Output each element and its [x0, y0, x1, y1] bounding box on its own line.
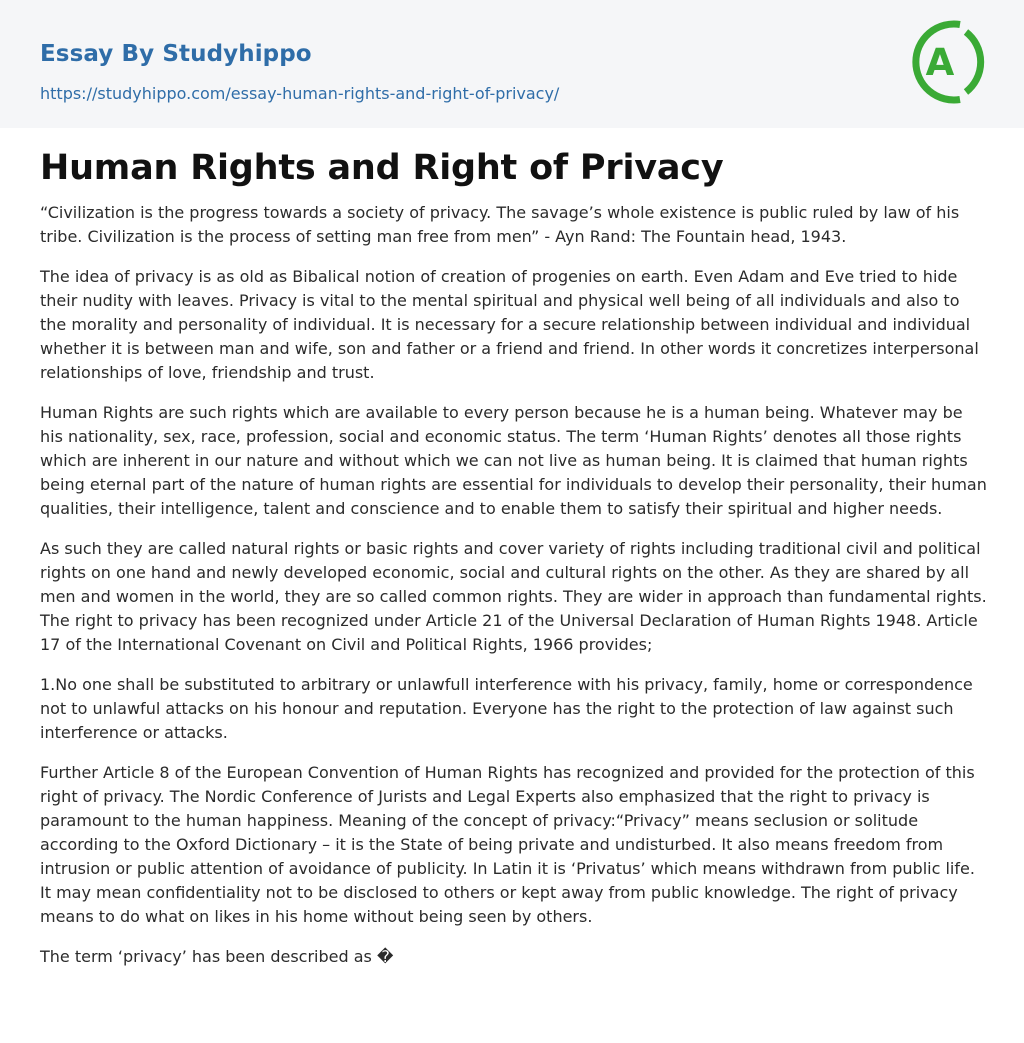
logo-letter: A	[925, 41, 955, 84]
studyhippo-logo-icon[interactable]	[900, 16, 992, 108]
page-url-link[interactable]: https://studyhippo.com/essay-human-rights-and-right-of-privacy/	[40, 84, 560, 103]
site-brand[interactable]: Essay By Studyhippo	[40, 41, 312, 67]
article-paragraph-4: As such they are called natural rights or basic rights and cover variety of rights including traditional civil and political rights on one hand and newly developed economic, social and cultural rights on the other. As they are shared by all men and women in the world, they are so called common rights. They are wider in approach than fundamental rights. The right to privacy has been recognized under Article 21 of the Universal Declaration of Human Rights 1948. Article 17 of the International Covenant on Civil and Political Rights, 1966 provides;	[40, 539, 987, 654]
article-paragraph-6: Further Article 8 of the European Convention of Human Rights has recognized and provided for the protection of this right of privacy. The Nordic Conference of Jurists and Legal Experts also emphasized that the right to privacy is paramount to the human happiness. Meaning of the concept of privacy:“Privacy” means seclusion or solitude according to the Oxford Dictionary – it is the State of being private and undisturbed. It also means freedom from intrusion or public attention of avoidance of publicity. In Latin it is ‘Privatus’ which means withdrawn from public life. It may mean confidentiality not to be disclosed to others or kept away from public knowledge. The right of privacy means to do what on likes in his home without being seen by others.	[40, 763, 975, 926]
article-paragraph-5: 1.No one shall be substituted to arbitrary or unlawfull interference with his privacy, family, home or correspondence not to unlawful attacks on his honour and reputation. Everyone has the right to the protection of law against such interference or attacks.	[40, 675, 973, 742]
article-paragraph-1: “Civilization is the progress towards a society of privacy. The savage’s whole existence is public ruled by law of his tribe. Civilization is the process of setting man free from men” - Ayn Rand: The Fountain head, 1943.	[40, 203, 960, 246]
article-paragraph-3: Human Rights are such rights which are available to every person because he is a human being. Whatever may be his nationality, sex, race, profession, social and economic status. The term ‘Human Rights’ denotes all those rights which are inherent in our nature and without which we can not live as human being. It is claimed that human rights being eternal part of the nature of human rights are essential for individuals to develop their personality, their human qualities, their intelligence, talent and conscience and to enable them to satisfy their spiritual and higher needs.	[40, 403, 987, 518]
article-paragraph-7: The term ‘privacy’ has been described as �	[40, 947, 394, 966]
site-header	[0, 0, 1024, 128]
article-title: Human Rights and Right of Privacy	[40, 148, 724, 188]
article-paragraph-2: The idea of privacy is as old as Bibalical notion of creation of progenies on earth. Even Adam and Eve tried to hide their nudity with leaves. Privacy is vital to the mental spiritual and physical well being of all individuals and also to the morality and personality of individual. It is necessary for a secure relationship between individual and individual whether it is between man and wife, son and father or a friend and friend. In other words it concretizes interpersonal relationships of love, friendship and trust.	[40, 267, 979, 382]
article	[40, 146, 988, 985]
